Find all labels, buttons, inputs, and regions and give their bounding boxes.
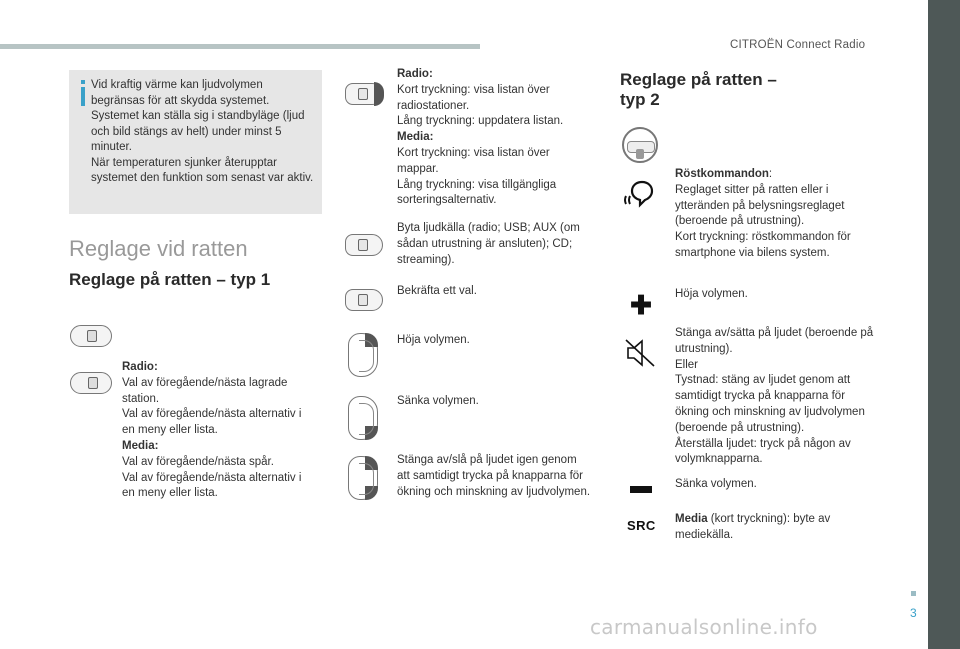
voice-label: Röstkommandon <box>675 168 769 180</box>
type2-media-text-block <box>675 512 865 544</box>
radio-text: Kort tryckning: visa listan över radiostationer. Lång tryckning: uppdatera listan. <box>397 83 564 128</box>
type2-title-line2: typ 2 <box>620 90 660 109</box>
stalk-control-icon <box>70 325 112 347</box>
mute-text: Stänga av/slå på ljudet igen genom att samtidigt trycka på knapparna för ökning och minskning av ljudvolymen. <box>397 454 591 498</box>
type1-description <box>122 360 317 502</box>
radio-text: Val av föregående/nästa lagrade station. Val av föregående/nästa alternativ i en meny eller lista. <box>122 376 302 437</box>
minus-icon <box>630 486 652 493</box>
stalk-source-icon <box>345 234 383 256</box>
type2-vol-up-text: Höja volymen. <box>675 288 748 300</box>
plus-icon: ✚ <box>630 290 652 320</box>
header-title: CITROËN Connect Radio <box>730 39 866 51</box>
confirm-text: Bekräfta ett val. <box>397 285 477 297</box>
media-text: Kort tryckning: visa listan över mappar. Lång tryckning: visa tillgängliga sorteringsalternativ. <box>397 146 557 207</box>
mute-icon <box>624 338 656 368</box>
vol-down-text: Sänka volymen. <box>397 395 479 407</box>
stalk-radio-icon <box>70 372 112 394</box>
type2-title <box>620 70 777 110</box>
middle-radio-media-text <box>397 67 592 209</box>
wheel-volume-up-icon <box>348 333 378 377</box>
voice-text-block <box>675 167 875 262</box>
src-button-label: SRC <box>627 518 656 533</box>
page-edge-bar <box>928 0 960 649</box>
type2-vol-down-text: Sänka volymen. <box>675 478 757 490</box>
wheel-mute-icon <box>348 456 378 500</box>
watermark: carmanualsonline.info <box>590 615 818 639</box>
type2-mute-text: Stänga av/sätta på ljudet (beroende på utrustning). Eller Tystnad: stäng av ljudet genom att samtidigt trycka på knapparna för ökning och minskning av ljudvolymen (beroende på utrustning). Återställa ljudet: tryck på någon av volymknapparna. <box>675 327 874 466</box>
section-title: Reglage vid ratten <box>69 236 248 261</box>
type1-title: Reglage på ratten – typ 1 <box>69 270 271 289</box>
page-number: 3 <box>910 606 917 620</box>
radio-label: Radio: <box>397 68 433 80</box>
source-text: Byta ljudkälla (radio; USB; AUX (om sådan utrustning är ansluten); CD; streaming). <box>397 222 580 266</box>
stalk-confirm-icon <box>345 289 383 311</box>
radio-label: Radio: <box>122 361 158 373</box>
wheel-volume-down-icon <box>348 396 378 440</box>
media-label: Media: <box>397 131 434 144</box>
voice-text: Reglaget sitter på ratten eller i ytteränden på belysningsreglaget (beroende på utrustning). Kort tryckning: röstkommandon för smartphone via bilens system. <box>675 183 851 259</box>
stalk-list-icon <box>345 83 383 105</box>
header-rule <box>0 44 480 49</box>
steering-wheel-icon <box>622 127 658 163</box>
media-label: Media <box>675 513 708 525</box>
vol-up-text: Höja volymen. <box>397 334 470 346</box>
type2-title-line1: Reglage på ratten – <box>620 70 777 89</box>
voice-colon: : <box>768 168 773 180</box>
page-marker <box>911 591 916 596</box>
voice-command-icon <box>622 178 656 208</box>
media-label: Media: <box>122 439 159 452</box>
info-icon <box>76 80 90 106</box>
info-note-text: Vid kraftig värme kan ljudvolymen begränsas för att skydda systemet. Systemet kan ställa sig i standbyläge (ljud och bild stängs av helt) under minst 5 minuter. När temperaturen sjunker återupptar systemet den funktion som senast var aktiv. <box>91 79 314 184</box>
media-text: (kort tryckning): byte av mediekälla. <box>675 513 831 541</box>
media-text: Val av föregående/nästa spår. Val av föregående/nästa alternativ i en meny eller lista. <box>122 455 302 500</box>
